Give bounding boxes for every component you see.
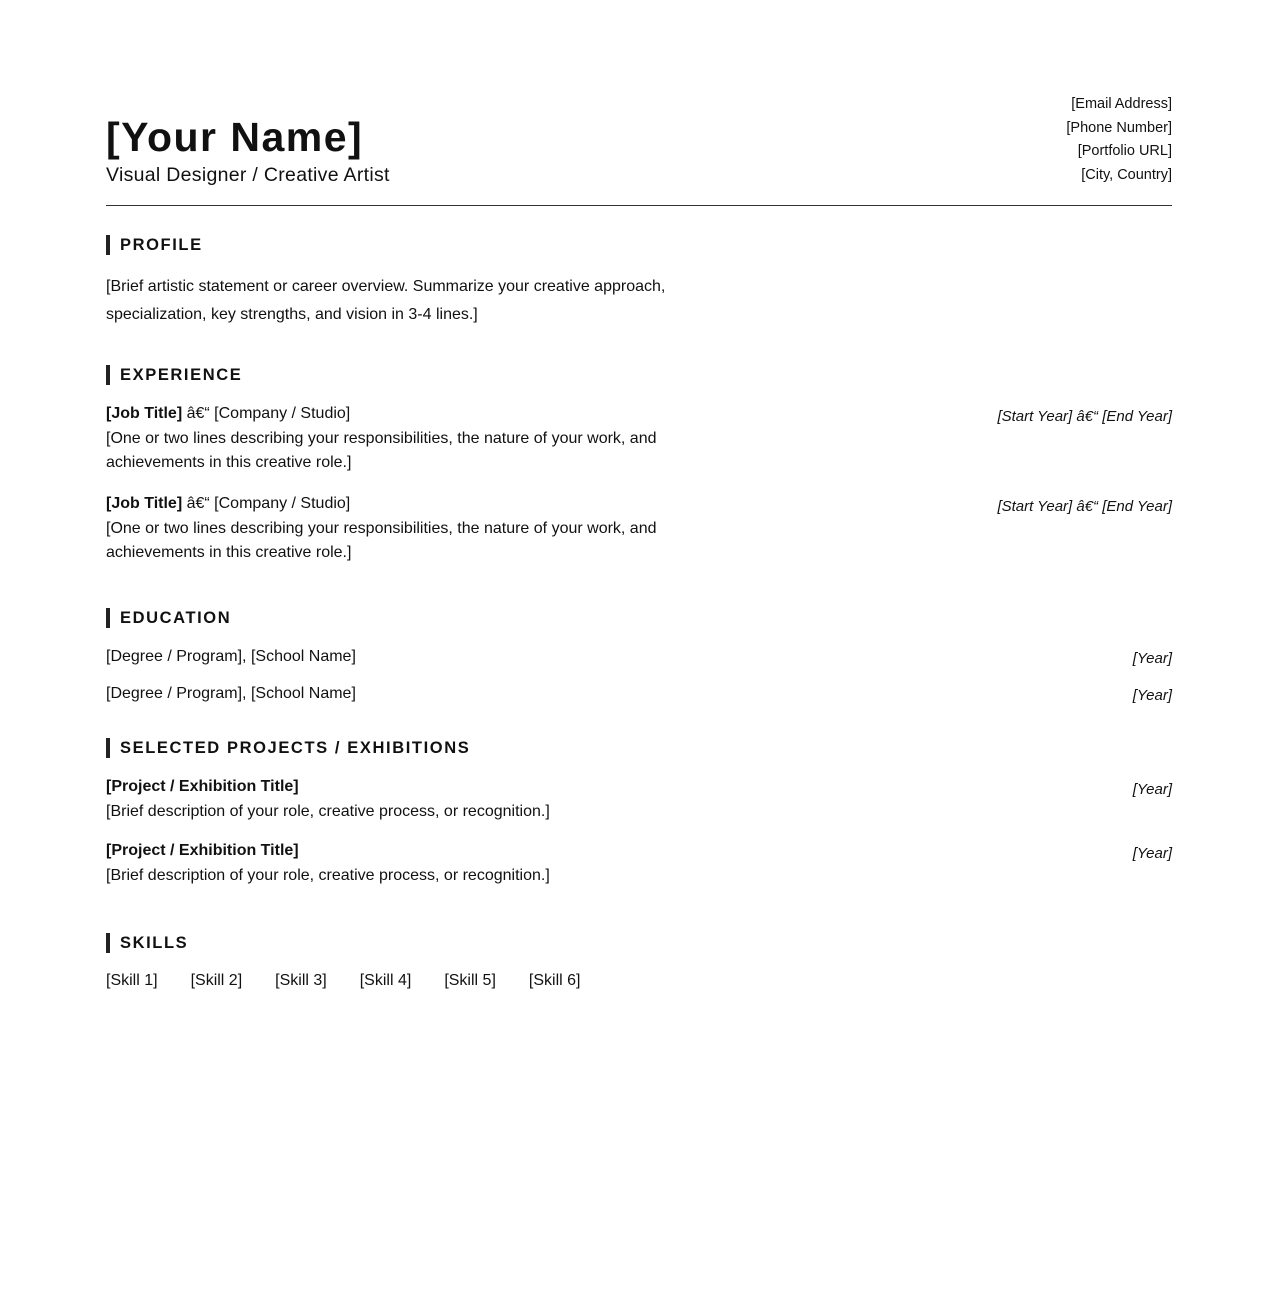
degree: [Degree / Program], [School Name] bbox=[106, 685, 356, 702]
section-heading bbox=[106, 738, 1172, 758]
section-heading bbox=[106, 365, 1172, 385]
heading-bar bbox=[106, 933, 110, 953]
skill-item: [Skill 2] bbox=[190, 972, 243, 989]
heading-text: SELECTED PROJECTS / EXHIBITIONS bbox=[120, 738, 471, 757]
separator: â€“ bbox=[182, 405, 215, 422]
section-heading bbox=[106, 608, 1172, 628]
job-description: achievements in this creative role.] bbox=[106, 544, 352, 561]
experience-item bbox=[106, 495, 1172, 565]
project-title: [Project / Exhibition Title] bbox=[106, 842, 299, 859]
project-description: [Brief description of your role, creative process, or recognition.] bbox=[106, 803, 550, 820]
company: [Company / Studio] bbox=[214, 495, 351, 512]
resume-header bbox=[106, 0, 1172, 206]
skill-item: [Skill 5] bbox=[444, 972, 496, 989]
heading-bar bbox=[106, 608, 110, 628]
project-year: [Year] bbox=[1132, 845, 1172, 862]
education-section bbox=[106, 608, 1172, 703]
contact-location: [City, Country] bbox=[1081, 167, 1172, 184]
profile-line: [Brief artistic statement or career overview. Summarize your creative approach, bbox=[106, 278, 666, 295]
job-title: [Job Title] bbox=[106, 495, 183, 512]
profile-line: specialization, key strengths, and vision in 3-4 lines.] bbox=[106, 306, 478, 323]
job-dates: [Start Year] â€“ [End Year] bbox=[997, 498, 1172, 515]
education-item bbox=[106, 648, 1172, 666]
separator: â€“ bbox=[182, 495, 215, 512]
education-item bbox=[106, 685, 1172, 703]
profile-section bbox=[106, 235, 1172, 329]
projects-section bbox=[106, 738, 1172, 888]
heading-text: EDUCATION bbox=[120, 608, 232, 627]
section-heading bbox=[106, 933, 1172, 953]
skill-item: [Skill 3] bbox=[275, 972, 327, 989]
project-item bbox=[106, 778, 1172, 824]
section-heading bbox=[106, 235, 1172, 255]
skill-item: [Skill 4] bbox=[359, 972, 412, 989]
job-description: achievements in this creative role.] bbox=[106, 454, 352, 471]
education-year: [Year] bbox=[1132, 650, 1172, 667]
company: [Company / Studio] bbox=[214, 405, 351, 422]
skill-item: [Skill 1] bbox=[106, 972, 158, 989]
contact-portfolio: [Portfolio URL] bbox=[1077, 143, 1172, 160]
project-item bbox=[106, 842, 1172, 888]
heading-text: EXPERIENCE bbox=[120, 365, 243, 384]
job-description: [One or two lines describing your responsibilities, the nature of your work, and bbox=[106, 520, 657, 537]
skills-section bbox=[106, 933, 1172, 990]
skills-list bbox=[106, 972, 1172, 990]
profile-text bbox=[106, 273, 1172, 329]
heading-bar bbox=[106, 738, 110, 758]
job-dates: [Start Year] â€“ [End Year] bbox=[997, 408, 1172, 425]
resume-page bbox=[106, 0, 1172, 989]
experience-item bbox=[106, 405, 1172, 475]
heading-bar bbox=[106, 235, 110, 255]
job-title: [Job Title] bbox=[106, 405, 183, 422]
contact-phone: [Phone Number] bbox=[1066, 119, 1172, 136]
job-description: [One or two lines describing your responsibilities, the nature of your work, and bbox=[106, 430, 657, 447]
degree: [Degree / Program], [School Name] bbox=[106, 648, 356, 665]
heading-bar bbox=[106, 365, 110, 385]
experience-section bbox=[106, 365, 1172, 565]
education-year: [Year] bbox=[1132, 687, 1172, 704]
candidate-name: [Your Name] bbox=[106, 114, 364, 160]
project-year: [Year] bbox=[1132, 781, 1172, 798]
heading-text: SKILLS bbox=[120, 933, 189, 952]
heading-text: PROFILE bbox=[120, 235, 203, 254]
project-description: [Brief description of your role, creative process, or recognition.] bbox=[106, 867, 550, 884]
candidate-subtitle: Visual Designer / Creative Artist bbox=[106, 164, 390, 186]
contact-info bbox=[1066, 93, 1172, 188]
project-title: [Project / Exhibition Title] bbox=[106, 778, 299, 795]
skill-item: [Skill 6] bbox=[528, 972, 581, 989]
contact-email: [Email Address] bbox=[1071, 96, 1172, 112]
